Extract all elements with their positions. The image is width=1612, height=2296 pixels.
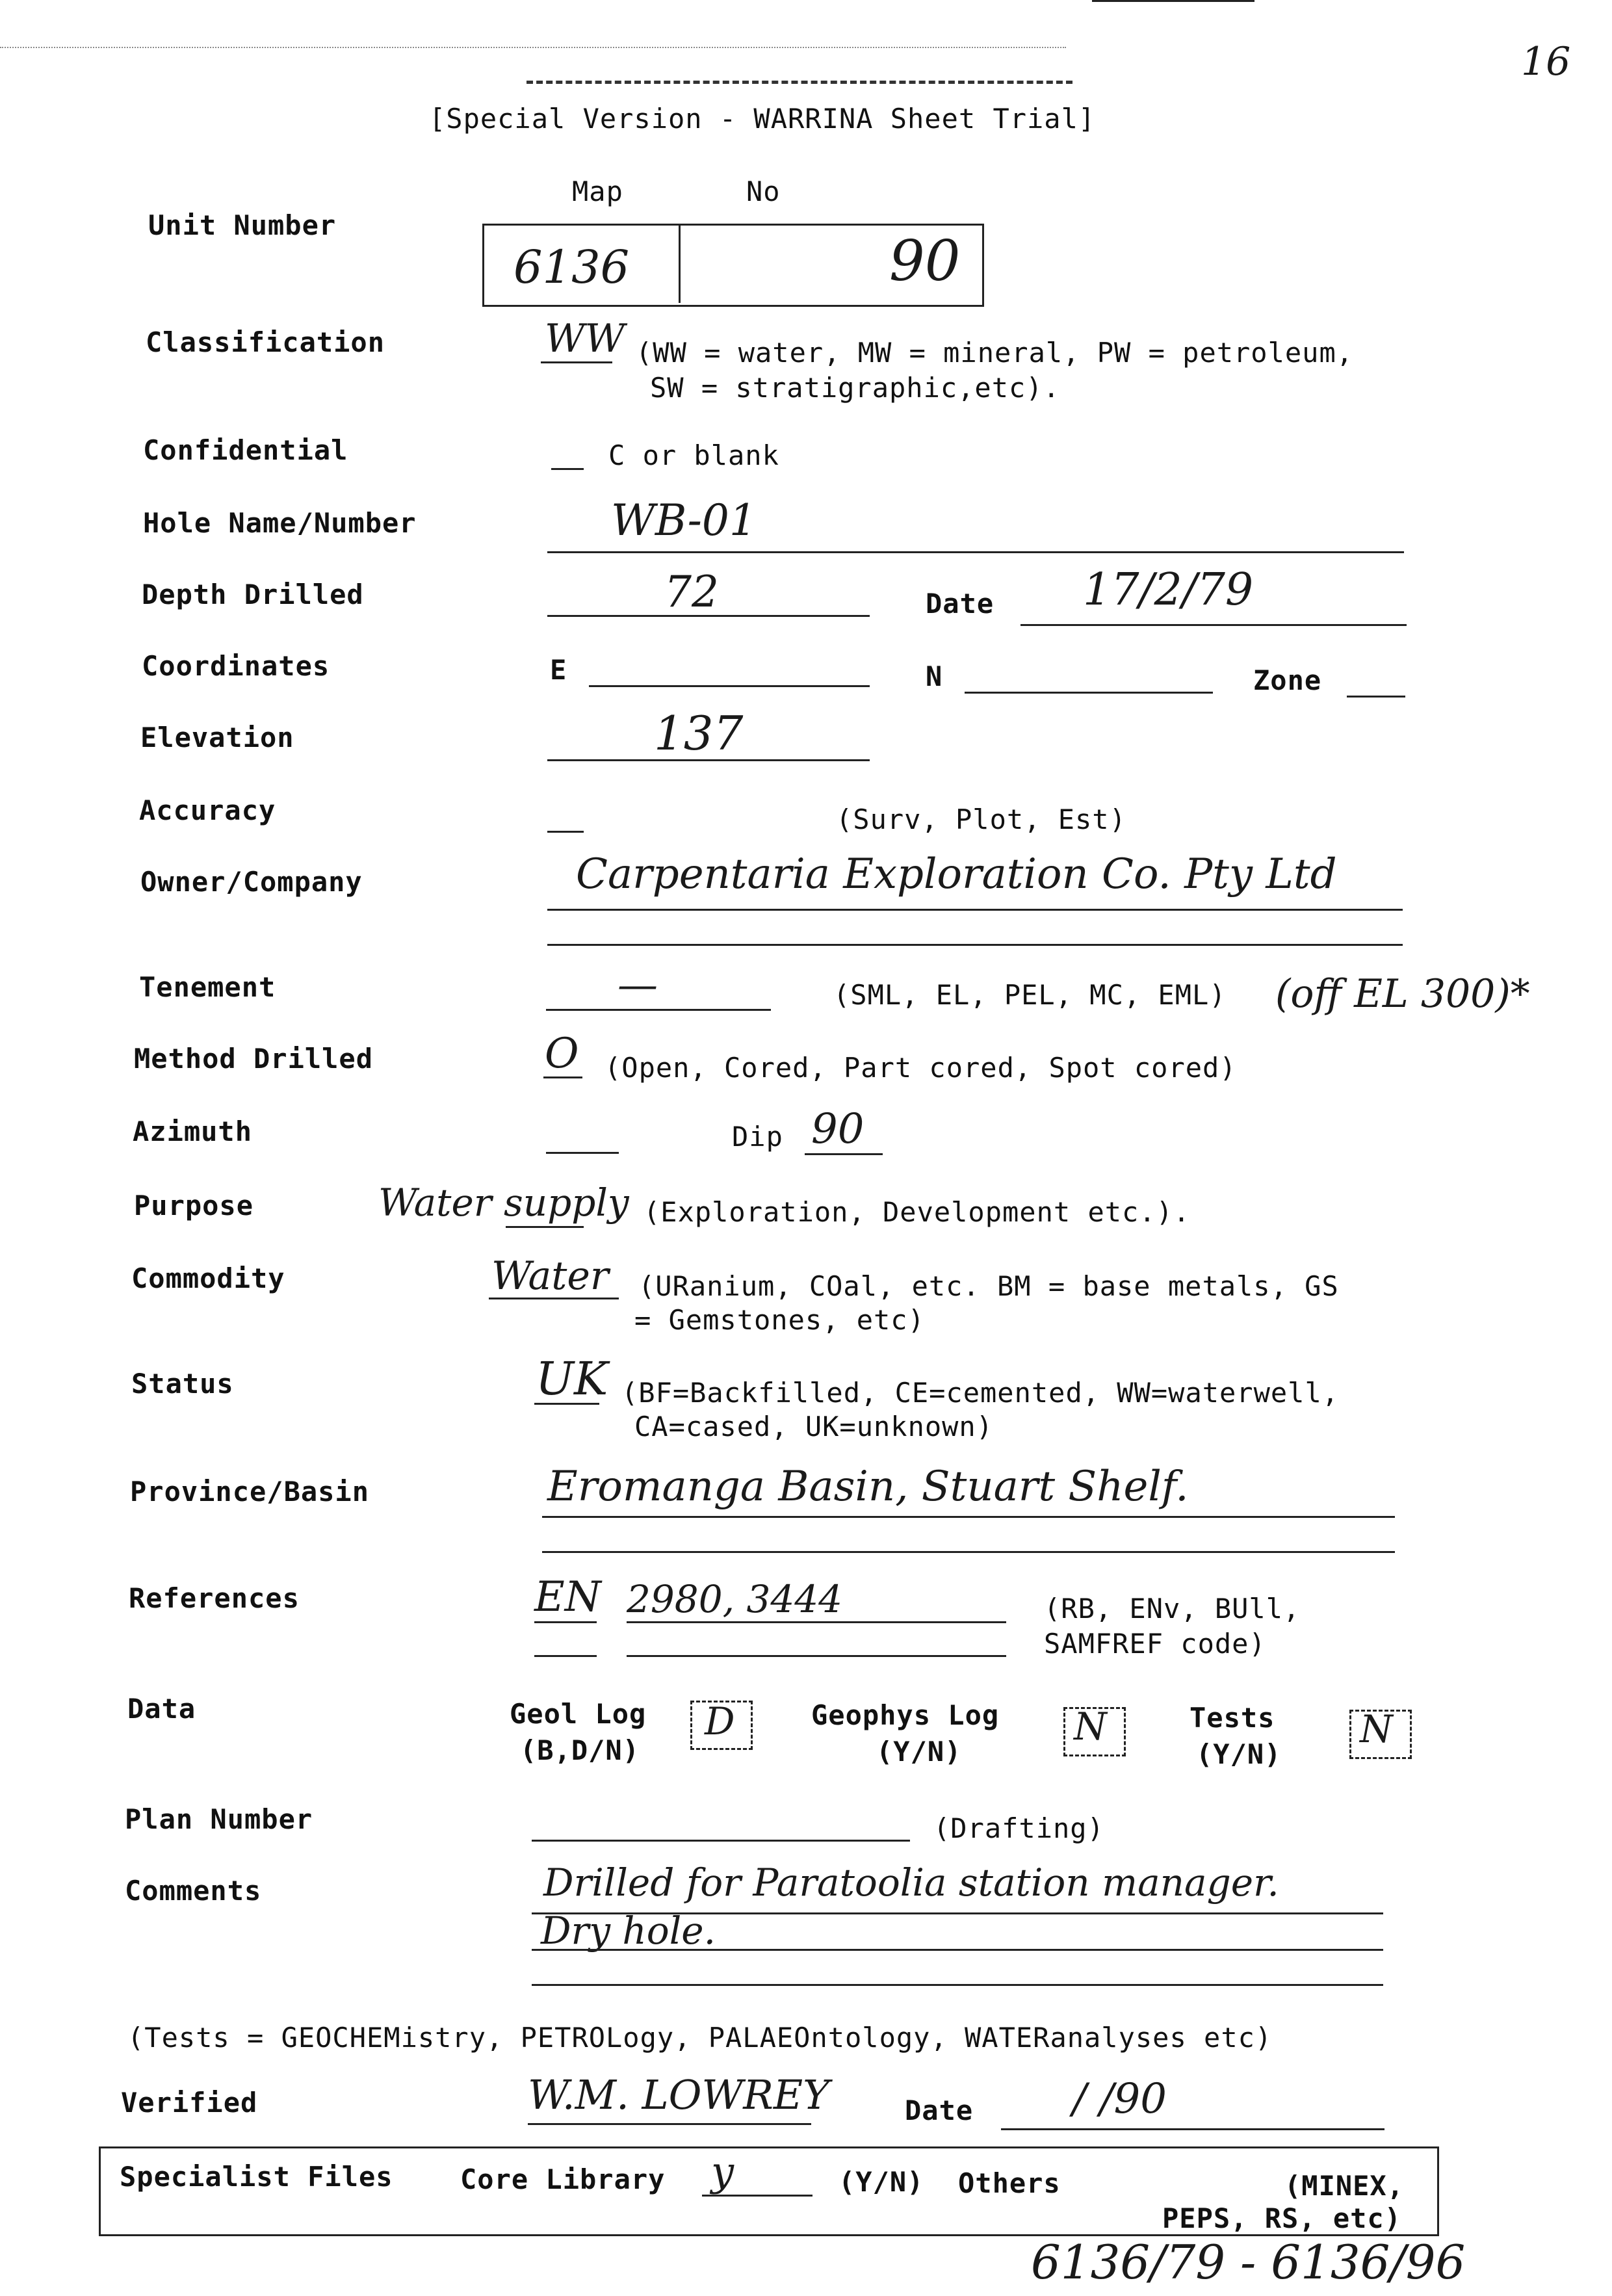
purpose-value[interactable]: Water supply <box>378 1181 629 1225</box>
method-value[interactable]: O <box>545 1030 579 1078</box>
verified-date-field <box>1001 2128 1384 2130</box>
verified-date-label: Date <box>905 2094 974 2126</box>
geol-log-label: Geol Log <box>510 1698 647 1730</box>
form-subtitle: [Special Version - WARRINA Sheet Trial] <box>429 103 1096 135</box>
references-field-2a <box>534 1655 597 1657</box>
commodity-options-2: = Gemstones, etc) <box>634 1304 925 1336</box>
plan-number-field[interactable] <box>532 1840 910 1842</box>
status-value[interactable]: UK <box>536 1352 608 1405</box>
plan-number-options: (Drafting) <box>933 1812 1104 1844</box>
classification-value[interactable]: WW <box>545 316 625 361</box>
references-prefix-underline <box>534 1621 597 1623</box>
map-value[interactable]: 6136 <box>514 241 630 294</box>
elevation-value[interactable]: 137 <box>654 706 744 761</box>
obscured-title-line <box>526 81 1072 84</box>
depth-field <box>547 615 870 617</box>
specialist-files-label: Specialist Files <box>120 2161 393 2193</box>
northing-field[interactable] <box>965 692 1213 694</box>
coordinates-label: Coordinates <box>142 650 330 682</box>
owner-field-2 <box>547 944 1403 946</box>
comments-line-1[interactable]: Drilled for Paratoolia station manager. <box>543 1860 1279 1905</box>
commodity-underline <box>489 1298 619 1299</box>
geol-log-sub: (B,D/N) <box>520 1734 640 1766</box>
confidential-options: C or blank <box>608 439 779 471</box>
file-range-note: 6136/79 - 6136/96 <box>1031 2235 1466 2289</box>
depth-label: Depth Drilled <box>142 579 364 610</box>
tenement-label: Tenement <box>139 971 276 1003</box>
geophys-log-sub: (Y/N) <box>876 1736 962 1768</box>
core-library-label: Core Library <box>460 2163 666 2195</box>
others-options-1: (MINEX, <box>1284 2170 1405 2202</box>
map-header: Map <box>572 176 623 207</box>
method-options: (Open, Cored, Part cored, Spot cored) <box>604 1052 1237 1084</box>
zone-label: Zone <box>1253 664 1322 696</box>
others-label: Others <box>958 2167 1061 2199</box>
status-options-1: (BF=Backfilled, CE=cemented, WW=waterwell, <box>621 1377 1340 1409</box>
depth-value[interactable]: 72 <box>664 567 719 617</box>
dip-field <box>805 1153 883 1155</box>
purpose-options: (Exploration, Development etc.). <box>644 1196 1191 1228</box>
hole-name-field <box>547 551 1404 553</box>
references-value[interactable]: 2980, 3444 <box>627 1577 843 1621</box>
zone-field[interactable] <box>1347 696 1405 698</box>
owner-value[interactable]: Carpentaria Exploration Co. Pty Ltd <box>576 850 1337 898</box>
references-prefix[interactable]: EN <box>534 1573 601 1621</box>
depth-date-label: Date <box>926 588 994 620</box>
references-options-2: SAMFREF code) <box>1044 1628 1266 1660</box>
references-field-2b <box>627 1655 1006 1657</box>
geophys-log-value: N <box>1074 1704 1107 1749</box>
commodity-options-1: (URanium, COal, etc. BM = base metals, GS <box>638 1270 1339 1302</box>
classification-legend-2: SW = stratigraphic,etc). <box>650 372 1060 404</box>
azimuth-label: Azimuth <box>133 1115 253 1147</box>
commodity-value[interactable]: Water <box>491 1253 609 1299</box>
geol-log-value: D <box>705 1699 735 1743</box>
others-options-2: PEPS, RS, etc) <box>1162 2202 1402 2234</box>
plan-number-label: Plan Number <box>125 1803 313 1835</box>
classification-label: Classification <box>146 326 385 358</box>
classification-legend-1: (WW = water, MW = mineral, PW = petroleum, <box>636 337 1354 369</box>
confidential-label: Confidential <box>143 434 348 466</box>
core-library-value[interactable]: y <box>711 2148 734 2195</box>
azimuth-field[interactable] <box>546 1152 619 1154</box>
no-value[interactable]: 90 <box>889 229 961 294</box>
confidential-field[interactable] <box>551 468 584 470</box>
page-number: 16 <box>1521 39 1571 85</box>
depth-date-field <box>1020 624 1407 626</box>
easting-field[interactable] <box>589 685 870 687</box>
verified-label: Verified <box>121 2087 258 2119</box>
core-library-yn: (Y/N) <box>838 2166 924 2198</box>
province-field-2 <box>542 1551 1395 1553</box>
references-label: References <box>129 1582 300 1614</box>
purpose-label: Purpose <box>134 1190 254 1221</box>
verified-field <box>528 2123 811 2125</box>
accuracy-options: (Surv, Plot, Est) <box>836 803 1126 835</box>
dip-label: Dip <box>732 1121 783 1153</box>
tenement-options: (SML, EL, PEL, MC, EML) <box>833 979 1227 1011</box>
scan-artifact-line <box>0 47 1066 48</box>
status-options-2: CA=cased, UK=unknown) <box>634 1411 994 1442</box>
accuracy-field[interactable] <box>547 831 584 833</box>
easting-label: E <box>550 654 567 686</box>
geophys-log-label: Geophys Log <box>811 1699 1000 1731</box>
classification-underline <box>541 361 612 363</box>
accuracy-label: Accuracy <box>139 794 276 826</box>
tenement-note: (off EL 300)* <box>1275 971 1530 1017</box>
status-label: Status <box>131 1368 234 1400</box>
comments-line-2[interactable]: Dry hole. <box>541 1909 716 1953</box>
elevation-label: Elevation <box>140 722 294 753</box>
others-field[interactable] <box>1092 0 1254 2</box>
dip-value[interactable]: 90 <box>811 1105 864 1153</box>
comments-label: Comments <box>125 1875 262 1907</box>
owner-label: Owner/Company <box>140 866 363 898</box>
tests-label: Tests <box>1190 1702 1275 1734</box>
province-field-1 <box>542 1516 1395 1518</box>
province-label: Province/Basin <box>130 1476 370 1507</box>
unit-number-label: Unit Number <box>148 209 337 241</box>
unit-number-divider <box>679 224 681 303</box>
tests-value: N <box>1360 1707 1393 1751</box>
no-header: No <box>746 176 781 207</box>
core-library-field <box>702 2195 812 2197</box>
province-value[interactable]: Eromanga Basin, Stuart Shelf. <box>547 1463 1189 1511</box>
purpose-underline <box>506 1226 584 1228</box>
tenement-field <box>546 1009 771 1011</box>
verified-date-value[interactable]: / /90 <box>1072 2075 1167 2123</box>
references-field-1 <box>627 1621 1006 1623</box>
elevation-field <box>547 759 870 761</box>
comments-field-3 <box>532 1984 1383 1986</box>
references-options-1: (RB, ENv, BUll, <box>1044 1593 1301 1624</box>
method-label: Method Drilled <box>134 1043 374 1075</box>
hole-name-value[interactable]: WB-01 <box>611 495 757 545</box>
depth-date-value[interactable]: 17/2/79 <box>1083 564 1254 616</box>
method-underline <box>543 1076 582 1078</box>
status-underline <box>534 1403 599 1405</box>
tests-sub: (Y/N) <box>1196 1738 1282 1770</box>
northing-label: N <box>926 660 943 692</box>
owner-field-1 <box>547 909 1403 911</box>
comments-field-2 <box>532 1949 1383 1951</box>
tenement-value[interactable]: — <box>618 961 658 1008</box>
hole-name-label: Hole Name/Number <box>143 507 417 539</box>
verified-value[interactable]: W.M. LOWREY <box>528 2071 830 2119</box>
tests-footnote: (Tests = GEOCHEMistry, PETROLogy, PALAEOntology, WATERanalyses etc) <box>127 2022 1273 2054</box>
commodity-label: Commodity <box>131 1262 285 1294</box>
data-label: Data <box>127 1693 196 1725</box>
